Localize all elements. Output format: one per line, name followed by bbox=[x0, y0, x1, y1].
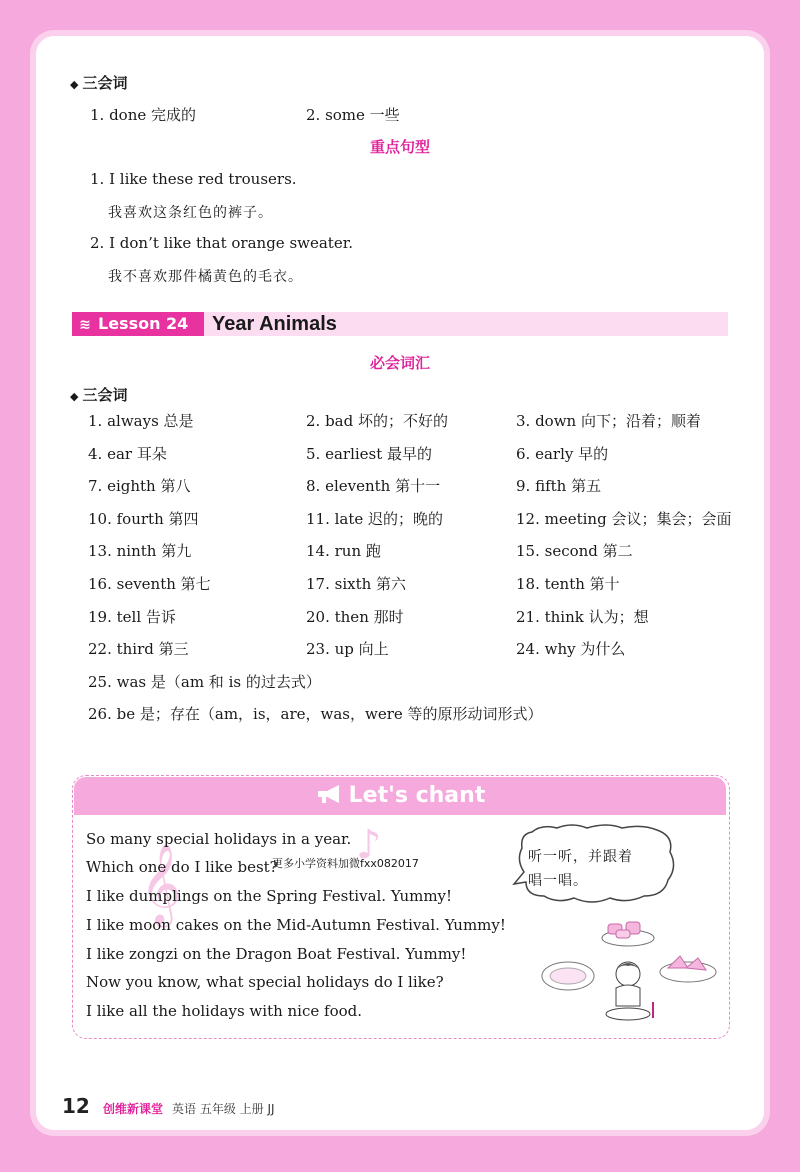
key-sentences-title: 重点句型 bbox=[369, 138, 430, 156]
vocab-item: 9. fifth 第五 bbox=[516, 477, 602, 496]
footer bbox=[62, 1094, 275, 1118]
vocab-item: 2. bad 坏的；不好的 bbox=[306, 412, 448, 430]
vocab-item: 18. tenth 第十 bbox=[516, 574, 620, 593]
boy-icon bbox=[606, 962, 654, 1020]
chant-line: Now you know, what special holidays do I like? bbox=[86, 973, 444, 991]
zongzi-plate-icon bbox=[660, 956, 716, 982]
brand-name: 创维新课堂 bbox=[102, 1102, 163, 1116]
vocab-item: 5. earliest 最早的 bbox=[306, 444, 433, 463]
vocab-list bbox=[88, 410, 732, 736]
vocab-row bbox=[88, 606, 728, 639]
section-header bbox=[70, 72, 127, 93]
bubble-text bbox=[528, 845, 668, 893]
sentence-en: 2. I don’t like that orange sweater. bbox=[90, 234, 353, 252]
vocab-row bbox=[88, 703, 728, 736]
vocab-item: 19. tell 告诉 bbox=[88, 607, 176, 626]
vocab-item: 17. sixth 第六 bbox=[306, 574, 407, 593]
bubble-line: 听一听，并跟着 bbox=[528, 849, 633, 865]
chant-line: I like dumplings on the Spring Festival. Yummy! bbox=[86, 887, 453, 905]
vocab-item: 15. second 第二 bbox=[516, 542, 633, 561]
mooncake-plate-icon bbox=[602, 922, 654, 946]
vocab-row bbox=[88, 540, 728, 573]
vocab-item: 11. late 迟的；晚的 bbox=[306, 509, 444, 528]
chant-title bbox=[74, 777, 726, 815]
megaphone-icon bbox=[315, 783, 345, 805]
music-note-icon: ♪ bbox=[356, 822, 382, 868]
bubble-line: 唱一唱。 bbox=[528, 873, 588, 889]
lesson-number: Lesson 24 bbox=[98, 314, 189, 333]
dumplings-plate-icon bbox=[542, 962, 594, 990]
vocab-title: 必会词汇 bbox=[369, 354, 430, 372]
section-header-label: 三会词 bbox=[82, 386, 128, 404]
book-meta: 英语 五年级 上册 JJ bbox=[172, 1102, 275, 1116]
vocab-row bbox=[88, 443, 728, 476]
vocab-item: 4. ear 耳朵 bbox=[88, 444, 167, 463]
vocab-item: 6. early 早的 bbox=[516, 444, 609, 463]
vocab-item: 23. up 向上 bbox=[306, 640, 389, 659]
page-number: 12 bbox=[62, 1094, 90, 1118]
section-header-label: 三会词 bbox=[82, 74, 128, 92]
vocab-item: 25. was 是（am 和 is 的过去式） bbox=[88, 672, 321, 691]
vocab-item: 21. think 认为；想 bbox=[516, 607, 649, 626]
vocab-row bbox=[88, 475, 728, 508]
sentence-en: 1. I like these red trousers. bbox=[90, 170, 297, 188]
vocab-item: 3. down 向下；沿着；顺着 bbox=[516, 412, 701, 430]
vocab-item: 22. third 第三 bbox=[88, 640, 189, 659]
vocab-item: 16. seventh 第七 bbox=[88, 574, 211, 593]
vocab-item: 14. run 跑 bbox=[306, 542, 381, 561]
vocab-row bbox=[88, 638, 728, 671]
sentence-cn: 我喜欢这条红色的裤子。 bbox=[108, 205, 273, 221]
watermark-text: 更多小学资料加微fxx082017 bbox=[272, 857, 419, 870]
vocab-item: 24. why 为什么 bbox=[516, 640, 626, 659]
vocab-row bbox=[88, 573, 728, 606]
wave-icon: ≋ bbox=[79, 317, 91, 333]
chant-line: I like all the holidays with nice food. bbox=[86, 1002, 363, 1020]
lesson-title: Year Animals bbox=[212, 313, 337, 335]
diamond-bullet-icon: ◆ bbox=[70, 390, 79, 403]
sentence-cn: 我不喜欢那件橘黄色的毛衣。 bbox=[108, 269, 303, 285]
diamond-bullet-icon: ◆ bbox=[70, 78, 79, 91]
chant-line: I like moon cakes on the Mid-Autumn Festival. Yummy! bbox=[86, 916, 506, 934]
section-header bbox=[70, 384, 127, 405]
vocab-row bbox=[88, 508, 732, 541]
vocab-row bbox=[88, 671, 728, 704]
chant-line: So many special holidays in a year. bbox=[86, 830, 352, 848]
vocab-item: 8. eleventh 第十一 bbox=[306, 477, 441, 496]
lesson-tag bbox=[72, 312, 204, 336]
food-illustration bbox=[536, 916, 722, 1028]
vocab-item: 20. then 那时 bbox=[306, 607, 404, 626]
chant-title-text: Let's chant bbox=[348, 783, 486, 808]
vocab-item: 10. fourth 第四 bbox=[88, 509, 199, 528]
vocab-item: 7. eighth 第八 bbox=[88, 477, 191, 496]
vocab-item: 12. meeting 会议；集会；会面 bbox=[516, 509, 732, 528]
music-clef-icon: 𝄞 bbox=[140, 842, 182, 924]
chant-line: Which one do I like best? bbox=[86, 858, 278, 876]
vocab-item: 13. ninth 第九 bbox=[88, 542, 192, 561]
chant-line: I like zongzi on the Dragon Boat Festival. Yummy! bbox=[86, 945, 467, 963]
word-item: 1. done 完成的 bbox=[90, 106, 197, 124]
vocab-item: 26. be 是；存在（am，is，are，was，were 等的原形动词形式） bbox=[88, 705, 543, 724]
word-item: 2. some 一些 bbox=[306, 106, 400, 124]
vocab-item: 1. always 总是 bbox=[88, 412, 194, 430]
vocab-row bbox=[88, 410, 728, 443]
